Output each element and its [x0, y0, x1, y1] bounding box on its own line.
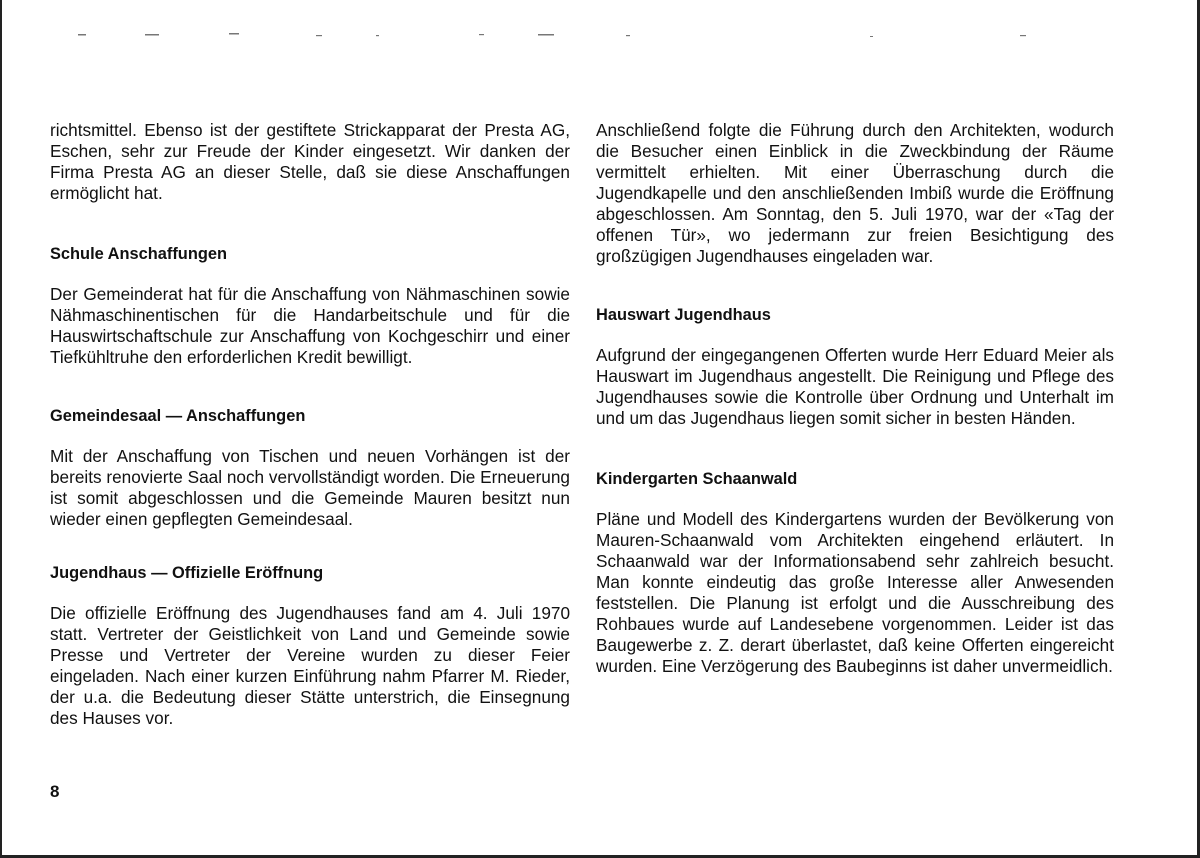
- heading-jugendhaus-eroeffnung: Jugendhaus — Offizielle Eröffnung: [50, 564, 324, 582]
- paragraph-jugendhaus: Die offizielle Eröffnung des Jugendhauses fand am 4. Juli 1970 statt. Vertreter der Geistlichkeit von Land und Gemeinde sowie Presse und Vertreter der Vereine wurden zu dieser Feier eingeladen. Nach einer kurzen Einführung nahm Pfarrer M. Rieder, der u.a. die Bedeutung dieser Stätte unterstrich, die Einsegnung des Hauses vor.: [50, 603, 570, 728]
- paragraph-hauswart: Aufgrund der eingegangenen Offerten wurde Herr Eduard Meier als Hauswart im Jugendhaus angestellt. Die Reinigung und Pflege des Jugendhauses sowie die Kontrolle über Ordnung und Unterhalt im und um das Jugendhaus liegen somit sicher in besten Händen.: [596, 345, 1114, 428]
- paragraph-kindergarten: Pläne und Modell des Kindergartens wurden der Bevölkerung von Mauren-Schaanwald vom Architekten eingehend erläutert. In Schaanwald war der Informationsabend sehr zahlreich besucht. Man konnte eindeutig das große Interesse aller Anwesenden feststellen. Die Planung ist erfolgt und die Ausschreibung des Rohbaues wurde auf Landesebene vorgenommen. Leider ist das Baugewerbe z. Z. derart überlastet, daß keine Offerten eingereicht wurden. Eine Verzögerung des Baubeginns ist daher unvermeidlich.: [596, 509, 1114, 676]
- paragraph-intro: richtsmittel. Ebenso ist der gestiftete Strickapparat der Presta AG, Eschen, sehr zur Freude der Kinder eingesetzt. Wir danken der Firma Presta AG an dieser Stelle, daß sie diese Anschaffungen ermöglicht hat.: [50, 120, 570, 203]
- heading-kindergarten: Kindergarten Schaanwald: [596, 470, 798, 488]
- paragraph-gemeindesaal: Mit der Anschaffung von Tischen und neuen Vorhängen ist der bereits renovierte Saal noch vervollständigt worden. Die Erneuerung ist somit abgeschlossen und die Gemeinde Mauren besitzt nun wieder einen gepflegten Gemeindesaal.: [50, 446, 570, 529]
- paragraph-fuehrung: Anschließend folgte die Führung durch den Architekten, wodurch die Besucher einen Einblick in die Zweckbindung der Räume vermittelt erhielten. Mit einer Überraschung durch die Jugendkapelle und den anschließenden Imbiß wurde die Eröffnung abgeschlossen. Am Sonntag, den 5. Juli 1970, war der «Tag der offenen Tür», wo jedermann zur freien Besichtigung des großzügigen Jugendhauses eingeladen war.: [596, 120, 1114, 266]
- heading-hauswart: Hauswart Jugendhaus: [596, 306, 771, 324]
- page-number: 8: [50, 782, 60, 801]
- scan-specks: [0, 0, 1200, 60]
- left-column: [50, 120, 570, 729]
- paragraph-schule: Der Gemeinderat hat für die Anschaffung von Nähmaschinen sowie Nähmaschinentischen für die Handarbeitschule und für die Hauswirtschaftschule zur Anschaffung von Kochgeschirr und einer Tiefkühltruhe den erforderlichen Kredit bewilligt.: [50, 284, 570, 367]
- heading-schule-anschaffungen: Schule Anschaffungen: [50, 245, 227, 263]
- right-column: [596, 120, 1114, 677]
- heading-gemeindesaal: Gemeindesaal — Anschaffungen: [50, 407, 306, 425]
